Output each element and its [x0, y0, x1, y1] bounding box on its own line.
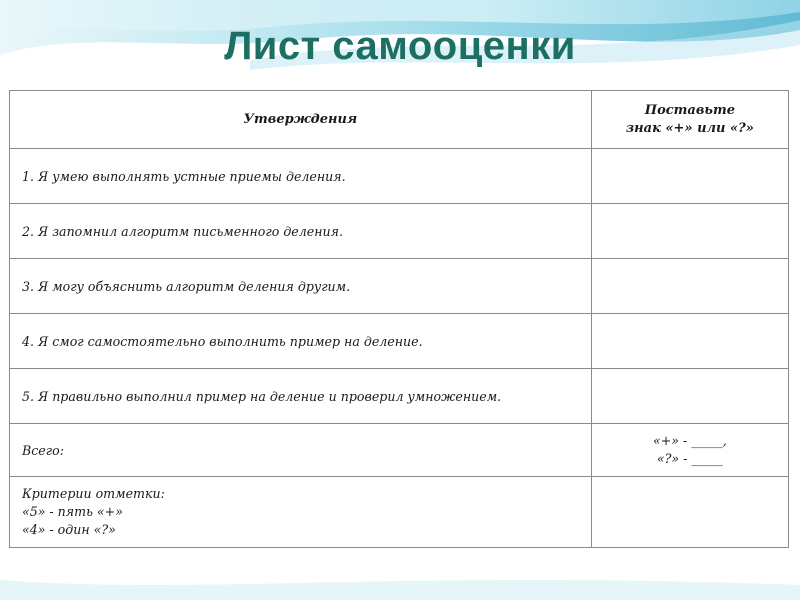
criteria-row	[10, 477, 789, 548]
table-row	[10, 204, 789, 259]
mark-cell[interactable]	[591, 149, 788, 204]
criteria-grade-5: «5» - пять «+»	[22, 504, 123, 519]
table-row	[10, 369, 789, 424]
criteria-grade-4: «4» - один «?»	[22, 522, 116, 537]
header-mark	[591, 91, 788, 149]
statement-text: 4. Я смог самостоятельно выполнить пример на деление.	[10, 314, 592, 369]
self-assessment-table	[9, 90, 789, 548]
table-header-row	[10, 91, 789, 149]
mark-cell[interactable]	[591, 259, 788, 314]
footer-wave-decoration	[0, 560, 800, 600]
table-row	[10, 314, 789, 369]
criteria-cell	[10, 477, 592, 548]
header-mark-line2: знак «+» или «?»	[625, 120, 754, 136]
mark-cell[interactable]	[591, 314, 788, 369]
mark-cell[interactable]	[591, 204, 788, 259]
page-title: Лист самооценки	[224, 24, 576, 68]
total-label: Всего:	[10, 424, 592, 477]
table-row	[10, 149, 789, 204]
header-mark-line1: Поставьте	[644, 102, 735, 118]
grade-cell[interactable]	[591, 477, 788, 548]
mark-cell[interactable]	[591, 369, 788, 424]
header-statements: Утверждения	[10, 91, 592, 149]
statement-text: 1. Я умею выполнять устные приемы деления.	[10, 149, 592, 204]
total-plus-line: «+» - _____,	[653, 433, 727, 448]
table-row	[10, 259, 789, 314]
statement-text: 5. Я правильно выполнил пример на деление и проверил умножением.	[10, 369, 592, 424]
total-row	[10, 424, 789, 477]
statement-text: 2. Я запомнил алгоритм письменного деления.	[10, 204, 592, 259]
statement-text: 3. Я могу объяснить алгоритм деления другим.	[10, 259, 592, 314]
total-counts[interactable]	[591, 424, 788, 477]
total-question-line: «?» - _____	[656, 451, 723, 466]
criteria-title: Критерии отметки:	[22, 486, 165, 501]
